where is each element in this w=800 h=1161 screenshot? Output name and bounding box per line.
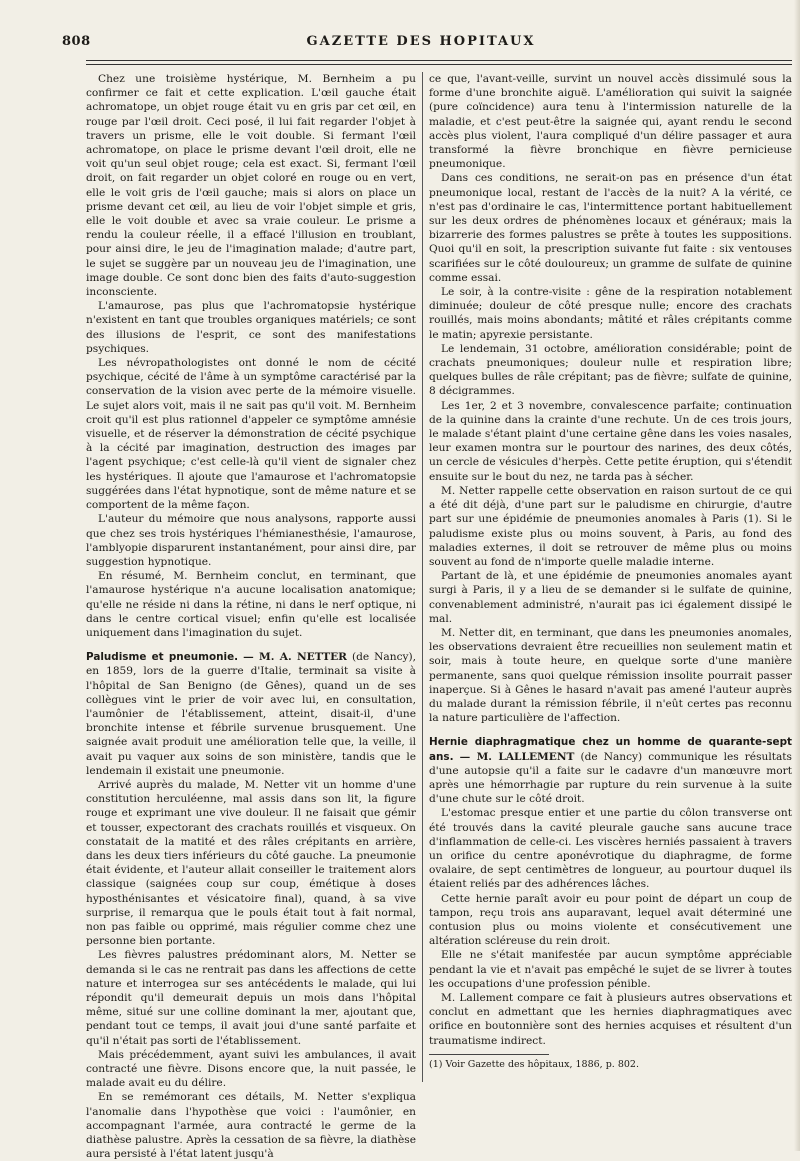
paragraph: M. Lallement compare ce fait à plusieurs autres observations et conclut en admettant que les hernies diaphragmatiques avec orifice en boutonnière sont des hernies acquises et résultent d'un traumatisme indirect. xyxy=(429,992,792,1047)
section-title: Paludisme et pneumonie. xyxy=(86,651,239,664)
section-title: Hernie diaphragmatique chez un homme de quarante-sept ans. xyxy=(429,736,792,763)
section-heading-paludisme xyxy=(86,650,416,778)
journal-title: GAZETTE DES HOPITAUX xyxy=(306,34,536,49)
section-lead: (de Nancy) communique les résultats d'une autopsie qu'il a faite sur le cadavre d'un manœuvre mort après une hémorrhagie par rupture du rein survenue à la suite d'une chute sur le côté droit. xyxy=(429,750,792,806)
paragraph: En résumé, M. Bernheim conclut, en terminant, que l'amaurose hystérique n'a aucune localisation anatomique; qu'elle ne réside ni dans la rétine, ni dans le nerf optique, ni dans le centre cortical visuel; enfin qu'elle est localisée uniquement dans l'imagination du sujet. xyxy=(86,570,416,639)
paragraph: Les névropathologistes ont donné le nom de cécité psychique, cécité de l'âme à un symptôme caractérisé par la conservation de la vision avec perte de la mémoire visuelle. Le sujet alors voit, mais il ne sait pas qu'il voit. M. Bernheim croit qu'il est plus rationnel d'appeler ce symptôme amnésie visuelle, et de réserver la démonstration de cécité psychique à la cécité par imagination, destruction des images par l'agent psychique; c'est celle-là qu'il vient de signaler chez les hystériques. Il ajoute que l'amaurose et l'achromatopsie suggérées dans l'état hypnotique, sont de même nature et se comportent de la même façon. xyxy=(86,357,416,512)
paragraph: Mais précédemment, ayant suivi les ambulances, il avait contracté une fièvre. Disons encore que, la nuit passée, le malade avait eu du délire. xyxy=(86,1048,416,1090)
section-author: — M. LALLEMENT xyxy=(459,750,575,763)
paragraph: Arrivé auprès du malade, M. Netter vit un homme d'une constitution herculéenne, mal assis dans son lit, la figure rouge et exprimant une vive douleur. Il ne faisait que gémir et tousser, expectorant des crachats rouillés et visqueux. On constatait de la matité et des râles crépitants en arrière, dans les deux tiers inférieurs du côté gauche. La pneumonie était évidente, et l'auteur allait conseiller le traitement alors classique (saignées coup sur coup, émétique à doses hyposthénisantes et vésicatoire final), quand, à sa vive surprise, il remarqua que le pouls était tout à fait normal, non pas faible ou opprimé, mais régulier comme chez une personne bien portante. xyxy=(86,778,416,948)
page-edge-shadow xyxy=(794,0,800,1151)
left-column xyxy=(86,72,416,1161)
paragraph: Cette hernie paraît avoir eu pour point de départ un coup de tampon, reçu trois ans auparavant, lequel avait déterminé une contusion plus ou moins violente et consécutivement une altération scléreuse du rein droit. xyxy=(429,892,792,948)
section-lead: (de Nancy), en 1859, lors de la guerre d'Italie, terminait sa visite à l'hôpital de San Benigno (de Gênes), quand un de ses collègues vint le prier de voir avec lui, en consultation, l'aumônier de l'établissement, atteint, disait-il, d'une bronchite intense et fébrile survenue brusquement. Une saignée avait produit une amélioration telle que, la veille, il avait pu vaquer aux soins de son ministère, tandis que le lendemain il existait une pneumonie. xyxy=(86,651,416,777)
paragraph: Le lendemain, 31 octobre, amélioration considérable; point de crachats pneumoniques; douleur nulle et respiration libre; quelques bulles de râle crépitant; pas de fièvre; sulfate de quinine, 8 décigrammes. xyxy=(429,342,792,398)
paragraph: Les 1er, 2 et 3 novembre, convalescence parfaite; continuation de la quinine dans la crainte d'une rechute. Un de ces trois jours, le malade s'étant plaint d'une certaine gêne dans les voies nasales, leur examen montra sur le pourtour des narines, des deux côtés, un cercle de vésicules d'herpès. Cette petite éruption, qui s'étendit ensuite sur le bout du nez, ne tarda pas à sécher. xyxy=(429,399,792,483)
paragraph: L'amaurose, pas plus que l'achromatopsie hystérique n'existent en tant que troubles organiques matériels; ce sont des illusions de l'esprit, ce sont des manifestations psychiques. xyxy=(86,300,416,355)
header-rule-double xyxy=(86,64,792,65)
footnote-rule xyxy=(429,1054,549,1055)
paragraph: L'auteur du mémoire que nous analysons, rapporte aussi que chez ses trois hystériques l'hémianesthésie, l'amaurose, l'amblyopie disparurent instantanément, pour ainsi dire, par suggestion hypnotique. xyxy=(86,513,416,568)
page-header xyxy=(62,32,780,54)
paragraph: L'estomac presque entier et une partie du côlon transverse ont été trouvés dans la cavité pleurale gauche sans aucune trace d'inflammation de celle-ci. Les viscères herniés passaient à travers un orifice du centre aponévrotique du diaphragme, de forme ovalaire, de sept centimètres de longueur, au pourtour duquel ils étaient reliés par des adhérences lâches. xyxy=(429,807,792,891)
paragraph: Partant de là, et une épidémie de pneumonies anomales ayant surgi à Paris, il y a lieu de se demander si le sulfate de quinine, convenablement administré, n'aurait pas ici également dissipé le mal. xyxy=(429,570,792,625)
header-rule xyxy=(86,60,792,61)
paragraph: Les fièvres palustres prédominant alors, M. Netter se demanda si le cas ne rentrait pas dans les affections de cette nature et interrogea sur ses antécédents le malade, qui lui répondit qu'il demeurait depuis un mois dans l'hôpital même, situé sur une colline dominant la mer, ajoutant que, pendant tout ce temps, il avait joui d'une santé parfaite et qu'il n'était pas sorti de l'établissement. xyxy=(86,949,416,1047)
paragraph: M. Netter rappelle cette observation en raison surtout de ce qui a été dit déjà, d'une part sur le paludisme en chirurgie, d'autre part sur une épidémie de pneumonies anomales à Paris (1). Si le paludisme existe plus ou moins souvent, à Paris, au fond des maladies externes, il doit se retrouver de même plus ou moins souvent au fond de n'importe quelle maladie interne. xyxy=(429,484,792,568)
paragraph: ce que, l'avant-veille, survint un nouvel accès dissimulé sous la forme d'une bronchite aiguë. L'amélioration qui suivit la saignée (pure coïncidence) aura tenu à l'intermission naturelle de la maladie, et c'est peut-être la saignée qui, ayant rendu le second accès plus violent, l'aura compliqué d'un délire passager et aura transformé la fièvre bronchique en fièvre pernicieuse pneumonique. xyxy=(429,73,792,171)
right-column xyxy=(429,72,792,1071)
column-divider xyxy=(422,72,423,1082)
paragraph: Dans ces conditions, ne serait-on pas en présence d'un état pneumonique local, restant de l'accès de la nuit? A la vérité, ce n'est pas d'ordinaire le cas, l'intermittence portant habituellement sur les deux ordres de phénomènes locaux et généraux; mais la bizarrerie des formes palustres se prête à toutes les suppositions. Quoi qu'il en soit, la prescription suivante fut faite : six ventouses scarifiées sur le côté douloureux; un gramme de sulfate de quinine comme essai. xyxy=(429,172,792,284)
paragraph: Elle ne s'était manifestée par aucun symptôme appréciable pendant la vie et n'avait pas empêché le sujet de se livrer à toutes les occupations d'une profession pénible. xyxy=(429,949,792,990)
section-author: — M. A. NETTER xyxy=(243,651,347,664)
section-heading-hernie xyxy=(429,735,792,806)
footnote: (1) Voir Gazette des hôpitaux, 1886, p. 802. xyxy=(429,1058,639,1070)
paragraph: M. Netter dit, en terminant, que dans les pneumonies anomales, les observations devraient être recueillies non seulement matin et soir, mais à toute heure, en quelque sorte d'une manière permanente, sans quoi quelque rémission insolite pourrait passer inaperçue. Si à Gênes le hasard n'avait pas amené l'auteur auprès du malade durant la rémission fébrile, il n'eût certes pas reconnu la nature particulière de l'affection. xyxy=(429,626,792,725)
paragraph: Le soir, à la contre-visite : gêne de la respiration notablement diminuée; douleur de côté presque nulle; encore des crachats rouillés, mais moins abondants; mâtité et râles crépitants comme le matin; apyrexie persistante. xyxy=(429,286,792,341)
page-number: 808 xyxy=(62,34,91,49)
paragraph: En se remémorant ces détails, M. Netter s'expliqua l'anomalie dans l'hypothèse que voici : l'aumônier, en accompagnant l'armée, aura contracté le germe de la diathèse palustre. Après la cessation de sa fièvre, la diathèse aura persisté à l'état latent jusqu'à xyxy=(86,1091,416,1161)
paragraph: Chez une troisième hystérique, M. Bernheim a pu confirmer ce fait et cette explication. L'œil gauche était achromatope, un objet rouge était vu en gris par cet œil, en rouge par l'œil droit. Ceci posé, il lui fait regarder l'objet à travers un prisme, elle le voit double. Si fermant l'œil achromatope, on place le prisme devant l'œil droit, elle ne voit qu'un seul objet rouge; cela est exact. Si, fermant l'œil droit, on fait regarder un objet coloré en rouge ou en vert, elle le voit gris de l'œil gauche; mais si alors on place un prisme devant cet œil, au lieu de voir l'objet simple et gris, elle le voit double et avec sa vraie couleur. Le prisme a rendu la couleur réelle, il a effacé l'illusion en troublant, pour ainsi dire, le jeu de l'imagination malade; d'autre part, le sujet se suggère par un nouveau jeu de l'imagination, une image double. Ce sont donc bien des faits d'auto-suggestion inconsciente. xyxy=(86,73,416,299)
